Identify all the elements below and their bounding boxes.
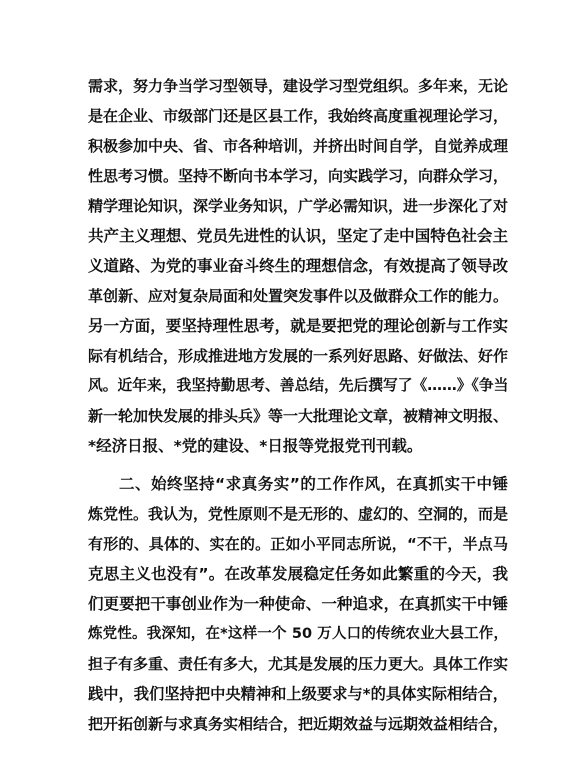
text-line: 风。近年来，我坚持勤思考、善总结，先后撰写了《……》《争当 xyxy=(88,377,509,394)
paragraph-1 xyxy=(88,71,508,461)
text-line: 另一方面，要坚持理性思考，就是要把党的理论创新与工作实 xyxy=(88,317,508,335)
text-line: 是在企业、市级部门还是区县工作，我始终高度重视理论学习， xyxy=(88,107,509,125)
text-line: 际有机结合，形成推进地方发展的一系列好思路、好做法、好作 xyxy=(88,347,509,365)
section-heading-line: 二、始终坚持“求真务实”的工作作风，在真抓实干中锤 xyxy=(119,475,508,493)
text-line: 共产主义理想、党员先进性的认识，坚定了走中国特色社会主 xyxy=(88,227,508,245)
text-line: 义道路、为党的事业奋斗终生的理想信念，有效提高了领导改 xyxy=(88,257,508,275)
text-line: 们更要把干事创业作为一种使命、一种追求，在真抓实干中锤 xyxy=(88,595,508,613)
text-line: 担子有多重、责任有多大，尤其是发展的压力更大。具体工作实 xyxy=(88,655,509,673)
text-line: 践中，我们坚持把中央精神和上级要求与*的具体实际相结合， xyxy=(88,685,508,703)
text-line: 新一轮加快发展的排头兵》等一大批理论文章，被精神文明报、 xyxy=(88,407,509,425)
text-line: 精学理论知识，深学业务知识，广学必需知识，进一步深化了对 xyxy=(88,197,509,215)
text-line: *经济日报、*党的建设、*日报等党报党刊刊载。 xyxy=(88,437,423,455)
paragraph-2 xyxy=(88,469,508,739)
text-line: 性思考习惯。坚持不断向书本学习，向实践学习，向群众学习， xyxy=(88,167,509,185)
text-line: 有形的、具体的、实在的。正如小平同志所说，“不干，半点马 xyxy=(88,535,508,553)
text-line: 克思主义也没有”。在改革发展稳定任务如此繁重的今天，我 xyxy=(88,565,508,583)
text-line: 革创新、应对复杂局面和处置突发事件以及做群众工作的能力。 xyxy=(88,287,509,305)
text-line: 炼党性。我深知，在*这样一个 50 万人口的传统农业大县工作， xyxy=(88,626,508,642)
text-line: 需求，努力争当学习型领导，建设学习型党组织。多年来，无论 xyxy=(88,77,509,95)
text-line: 把开拓创新与求真务实相结合，把近期效益与远期效益相结合， xyxy=(88,715,509,733)
text-line: 积极参加中央、省、市各种培训，并挤出时间自学，自觉养成理 xyxy=(88,137,509,155)
text-line: 炼党性。我认为，党性原则不是无形的、虚幻的、空洞的，而是 xyxy=(88,505,509,523)
